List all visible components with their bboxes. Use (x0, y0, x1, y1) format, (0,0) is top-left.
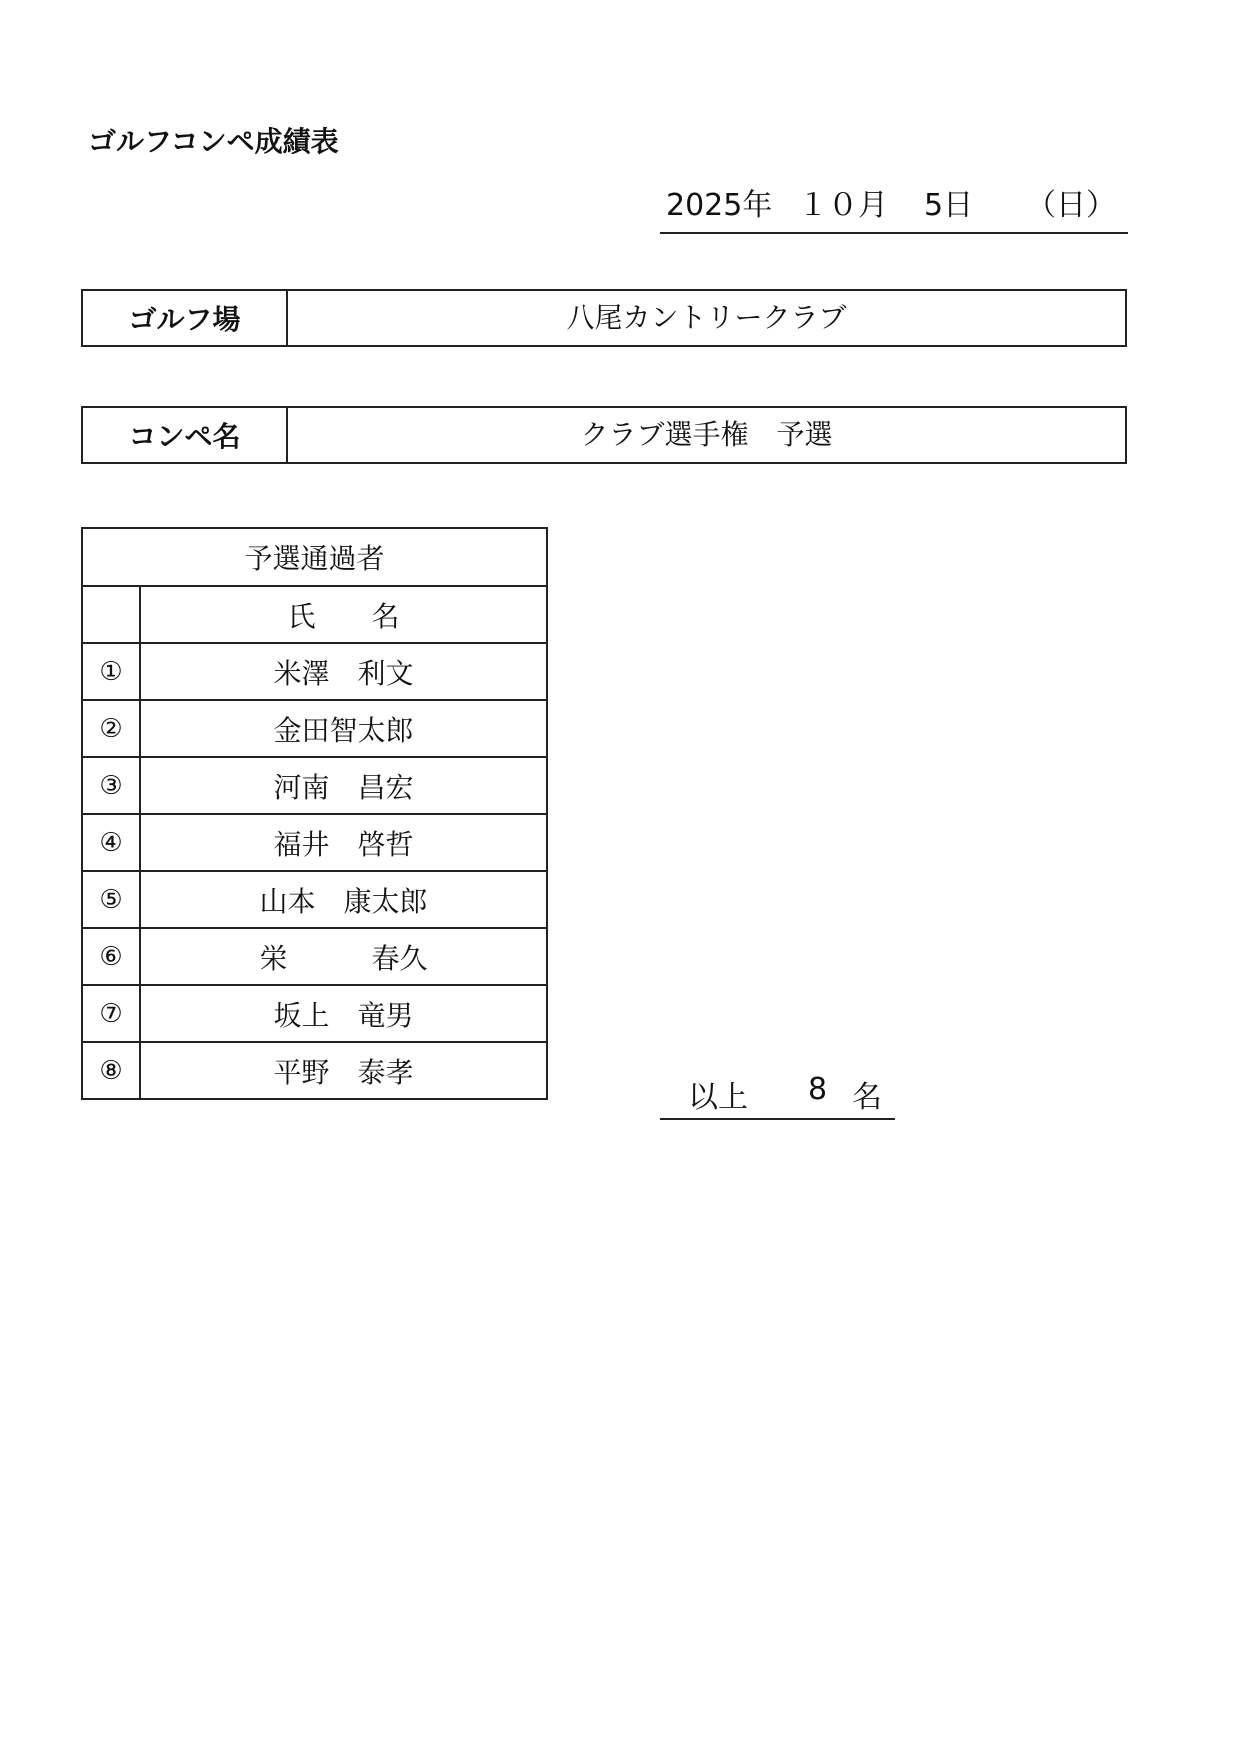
table-header-row (82, 586, 547, 643)
table-heading-row (82, 528, 547, 586)
total-count: 8 (808, 1072, 828, 1107)
row-number: ⑤ (82, 871, 140, 928)
row-number: ⑦ (82, 985, 140, 1042)
date-weekday: （日） (1026, 188, 1116, 223)
player-name: 栄 春久 (140, 928, 547, 985)
row-number: ① (82, 643, 140, 700)
row-number: ⑧ (82, 1042, 140, 1099)
table-row (82, 700, 547, 757)
competition-value: クラブ選手権 予選 (580, 418, 833, 451)
name-header: 氏 名 (140, 586, 547, 643)
date-month: １０月 (798, 188, 888, 223)
total-prefix: 以上 (688, 1080, 748, 1115)
competition-row (81, 406, 1127, 464)
player-name: 平野 泰孝 (140, 1042, 547, 1099)
qualifiers-table (81, 527, 548, 1100)
row-number: ③ (82, 757, 140, 814)
competition-label: コンペ名 (83, 408, 288, 462)
total-suffix: 名 (852, 1080, 882, 1115)
player-name: 坂上 竜男 (140, 985, 547, 1042)
player-name: 金田智太郎 (140, 700, 547, 757)
row-number: ⑥ (82, 928, 140, 985)
table-row (82, 928, 547, 985)
number-header (82, 586, 140, 643)
venue-row (81, 289, 1127, 347)
player-name: 福井 啓哲 (140, 814, 547, 871)
date-line (660, 180, 1128, 234)
document-title: ゴルフコンペ成績表 (88, 125, 339, 158)
table-row (82, 871, 547, 928)
total-count-line (660, 1070, 895, 1120)
row-number: ④ (82, 814, 140, 871)
player-name: 米澤 利文 (140, 643, 547, 700)
table-row (82, 985, 547, 1042)
player-name: 山本 康太郎 (140, 871, 547, 928)
player-name: 河南 昌宏 (140, 757, 547, 814)
venue-label: ゴルフ場 (83, 291, 288, 345)
venue-value: 八尾カントリークラブ (566, 301, 847, 334)
date-day: 5日 (924, 188, 974, 223)
table-row (82, 1042, 547, 1099)
date-year: 2025年 (666, 188, 773, 223)
qualifiers-heading: 予選通過者 (82, 528, 547, 586)
table-row (82, 814, 547, 871)
table-row (82, 643, 547, 700)
table-row (82, 757, 547, 814)
row-number: ② (82, 700, 140, 757)
